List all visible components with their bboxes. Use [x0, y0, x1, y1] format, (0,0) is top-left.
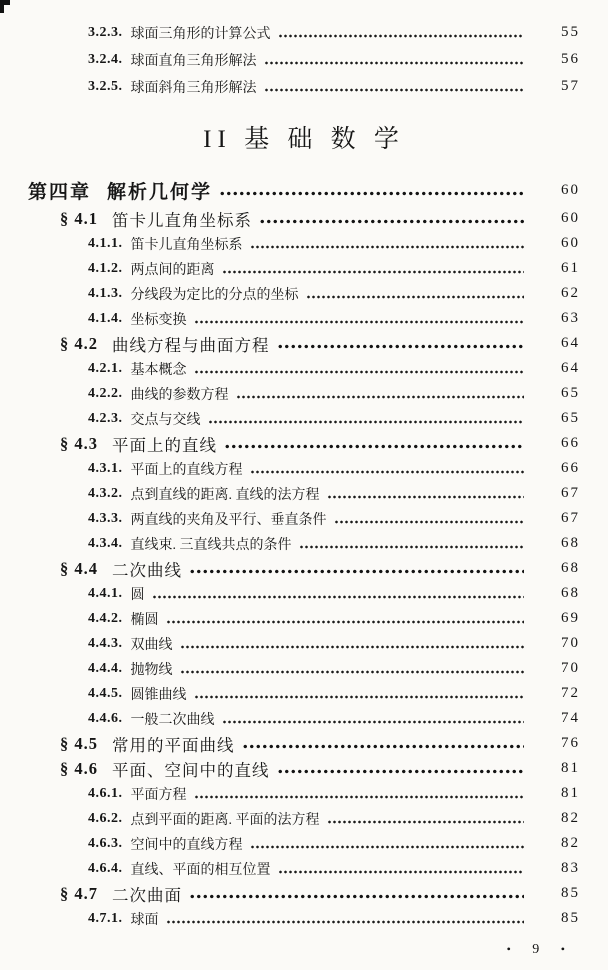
dot-leader: [250, 845, 525, 849]
toc-entry-title: 解析几何学: [107, 181, 213, 203]
toc-entry: [0, 706, 608, 731]
dot-leader: [327, 820, 525, 824]
toc-entry: [0, 256, 608, 281]
toc-entry: [0, 556, 608, 581]
toc-entry-page: 61: [561, 260, 580, 276]
toc-entry: [0, 731, 608, 756]
toc-entry-page: 62: [561, 285, 580, 301]
toc-entry: [0, 606, 608, 631]
toc-entry-number: 4.6.2.: [88, 810, 123, 826]
dot-leader: [250, 245, 525, 249]
toc-entry-page: 68: [561, 585, 580, 601]
toc-entry-page: 85: [561, 910, 580, 926]
toc-entry: [0, 306, 608, 331]
dot-leader: [277, 344, 525, 349]
toc-entry: [0, 756, 608, 781]
toc-entry-title: 交点与交线: [130, 412, 201, 428]
toc-entry: [0, 456, 608, 481]
toc-entry-title: 圆: [130, 587, 145, 603]
toc-entry-title: 两点间的距离: [130, 262, 215, 278]
toc-entry-page: 85: [561, 885, 580, 901]
toc-entry-title: 笛卡儿直角坐标系: [112, 210, 252, 230]
toc-entry-number: 4.4.4.: [88, 660, 123, 676]
toc-entry-page: 60: [561, 181, 580, 198]
page-footer: [498, 942, 574, 958]
toc-entry: [0, 856, 608, 881]
dot-leader: [242, 744, 525, 749]
toc-entry-number: 4.3.3.: [88, 510, 123, 526]
toc-entry-title: 直线、平面的相互位置: [130, 862, 271, 878]
toc-entry: [0, 73, 608, 100]
dot-leader: [189, 569, 524, 574]
toc-entry-title: 分线段为定比的分点的坐标: [130, 287, 299, 303]
dot-leader: [166, 920, 525, 924]
toc-entry-number: 4.1.3.: [88, 285, 123, 301]
toc-entry-number: § 4.7: [60, 883, 98, 903]
dot-leader: [278, 870, 525, 874]
toc-entry-page: 67: [561, 485, 580, 501]
toc-entry-page: 67: [561, 510, 580, 526]
toc-entry: [0, 19, 608, 46]
dot-leader: [259, 219, 524, 224]
dot-leader: [166, 620, 525, 624]
toc-entry-page: 68: [561, 535, 580, 551]
toc-entry-number: 4.2.2.: [88, 385, 123, 401]
toc-entry-title: 球面直角三角形解法: [130, 53, 257, 69]
toc-entry-title: 空间中的直线方程: [130, 837, 243, 853]
toc-entry-title: 直线束. 三直线共点的条件: [130, 537, 292, 553]
toc-entry-number: 3.2.4.: [88, 51, 123, 67]
toc-entry-page: 64: [561, 335, 580, 351]
dot-leader: [236, 395, 525, 399]
toc-entry-page: 76: [561, 735, 580, 751]
footer-right-dot: •: [560, 942, 565, 956]
toc-entry: [0, 406, 608, 431]
part-heading: II 基 础 数 学: [203, 126, 405, 153]
footer-page-number: 9: [532, 942, 540, 957]
toc-entry: [0, 356, 608, 381]
toc-entry: [0, 481, 608, 506]
toc-entry-number: 4.2.3.: [88, 410, 123, 426]
toc-entry-number: § 4.2: [60, 333, 98, 353]
toc-entry-number: 4.4.3.: [88, 635, 123, 651]
dot-leader: [189, 894, 524, 899]
toc-entry-title: 平面上的直线: [112, 435, 217, 455]
footer-left-dot: •: [506, 942, 511, 956]
dot-leader: [264, 88, 525, 92]
scan-artifact: [0, 0, 10, 5]
toc-entry-number: § 4.4: [60, 558, 98, 578]
toc-entry-number: 4.4.1.: [88, 585, 123, 601]
toc-entry: [0, 431, 608, 456]
toc-entry-page: 66: [561, 435, 580, 451]
toc-entry: [0, 506, 608, 531]
toc-entry-number: § 4.3: [60, 433, 98, 453]
toc-entry: [0, 331, 608, 356]
dot-leader: [250, 470, 525, 474]
toc-entry: [0, 831, 608, 856]
toc-entry-title: 平面方程: [130, 787, 187, 803]
toc-entry-number: 4.3.1.: [88, 460, 123, 476]
toc-entry: [0, 206, 608, 231]
toc-entry: [0, 531, 608, 556]
toc-entry-title: 点到直线的距离. 直线的法方程: [130, 487, 320, 503]
dot-leader: [194, 320, 525, 324]
toc-entry-page: 70: [561, 660, 580, 676]
toc-entry-number: 4.4.6.: [88, 710, 123, 726]
toc-entry-title: 圆锥曲线: [130, 687, 187, 703]
toc-entry-title: 点到平面的距离. 平面的法方程: [130, 812, 320, 828]
toc-entry-title: 基本概念: [130, 362, 187, 378]
toc-entry-number: 4.2.1.: [88, 360, 123, 376]
toc-entry-page: 69: [561, 610, 580, 626]
toc-entry-page: 72: [561, 685, 580, 701]
toc-entry-page: 82: [561, 810, 580, 826]
toc-entry-title: 二次曲线: [112, 560, 182, 580]
toc-entry: [0, 681, 608, 706]
toc-entry: [0, 631, 608, 656]
toc-entry-number: 3.2.3.: [88, 24, 123, 40]
toc-entry-title: 抛物线: [130, 662, 173, 678]
dot-leader: [180, 670, 525, 674]
dot-leader: [278, 34, 525, 38]
toc-entry-page: 83: [561, 860, 580, 876]
toc-entry-title: 曲线方程与曲面方程: [112, 335, 270, 355]
toc-entry-number: 4.7.1.: [88, 910, 123, 926]
dot-leader: [180, 645, 525, 649]
toc-entry-title: 笛卡儿直角坐标系: [130, 237, 243, 253]
toc-entry-title: 坐标变换: [130, 312, 187, 328]
toc-entry: [0, 881, 608, 906]
dot-leader: [327, 495, 525, 499]
toc-entry: [0, 906, 608, 931]
toc-entry-page: 70: [561, 635, 580, 651]
toc-entry-page: 60: [561, 210, 580, 226]
toc-entry-page: 63: [561, 310, 580, 326]
toc-entry-title: 常用的平面曲线: [112, 735, 235, 755]
dot-leader: [208, 420, 525, 424]
toc-entry-title: 球面: [130, 912, 159, 928]
toc-entry-title: 二次曲面: [112, 885, 182, 905]
toc-entry-title: 平面上的直线方程: [130, 462, 243, 478]
toc-entry-page: 81: [561, 785, 580, 801]
toc-entry-number: 第四章: [28, 181, 92, 203]
toc-entry: [0, 581, 608, 606]
toc-entry-title: 椭圆: [130, 612, 159, 628]
toc-entry-number: 3.2.5.: [88, 78, 123, 94]
dot-leader: [224, 444, 524, 449]
dot-leader: [194, 795, 525, 799]
toc-entry: [0, 281, 608, 306]
toc-entry-number: 4.6.1.: [88, 785, 123, 801]
toc-entry-number: 4.1.1.: [88, 235, 123, 251]
toc-entry-number: 4.3.4.: [88, 535, 123, 551]
toc-entry-page: 60: [561, 235, 580, 251]
dot-leader: [306, 295, 525, 299]
toc-entry: [0, 174, 608, 206]
toc-entry: [0, 656, 608, 681]
dot-leader: [222, 720, 525, 724]
toc-entry-page: 55: [561, 24, 580, 40]
toc-entry-title: 一般二次曲线: [130, 712, 215, 728]
toc-entry: [0, 381, 608, 406]
dot-leader: [299, 545, 525, 549]
dot-leader: [194, 695, 525, 699]
dot-leader: [152, 595, 525, 599]
toc-entry-title: 球面三角形的计算公式: [130, 26, 271, 42]
toc-entry-number: 4.6.3.: [88, 835, 123, 851]
toc-entry-page: 64: [561, 360, 580, 376]
toc-entry-title: 球面斜角三角形解法: [130, 80, 257, 96]
toc-entry-page: 81: [561, 760, 580, 776]
toc-entry-number: 4.3.2.: [88, 485, 123, 501]
toc-entry-page: 66: [561, 460, 580, 476]
toc-entry-page: 65: [561, 410, 580, 426]
toc-entry-number: § 4.1: [60, 208, 98, 228]
toc-entry-number: 4.6.4.: [88, 860, 123, 876]
toc-entry-title: 双曲线: [130, 637, 173, 653]
toc-entry-page: 56: [561, 51, 580, 67]
toc-entry-title: 两直线的夹角及平行、垂直条件: [130, 512, 327, 528]
toc-entry-title: 曲线的参数方程: [130, 387, 229, 403]
dot-leader: [334, 520, 525, 524]
dot-leader: [264, 61, 525, 65]
toc-entry-title: 平面、空间中的直线: [112, 760, 270, 780]
dot-leader: [222, 270, 525, 274]
toc-entry: [0, 781, 608, 806]
toc-entry-page: 68: [561, 560, 580, 576]
toc-entry-page: 82: [561, 835, 580, 851]
toc-entry-number: § 4.5: [60, 733, 98, 753]
toc-entry-number: 4.4.5.: [88, 685, 123, 701]
dot-leader: [219, 191, 524, 196]
toc-entry: [0, 806, 608, 831]
dot-leader: [277, 769, 525, 774]
toc-entry: [0, 46, 608, 73]
toc-entry-number: § 4.6: [60, 758, 98, 778]
toc-entry-number: 4.1.4.: [88, 310, 123, 326]
toc-entry-page: 57: [561, 78, 580, 94]
toc-entry: [0, 231, 608, 256]
toc-entry-number: 4.4.2.: [88, 610, 123, 626]
dot-leader: [194, 370, 525, 374]
toc-entry-page: 74: [561, 710, 580, 726]
toc-entry-page: 65: [561, 385, 580, 401]
toc-entry-number: 4.1.2.: [88, 260, 123, 276]
